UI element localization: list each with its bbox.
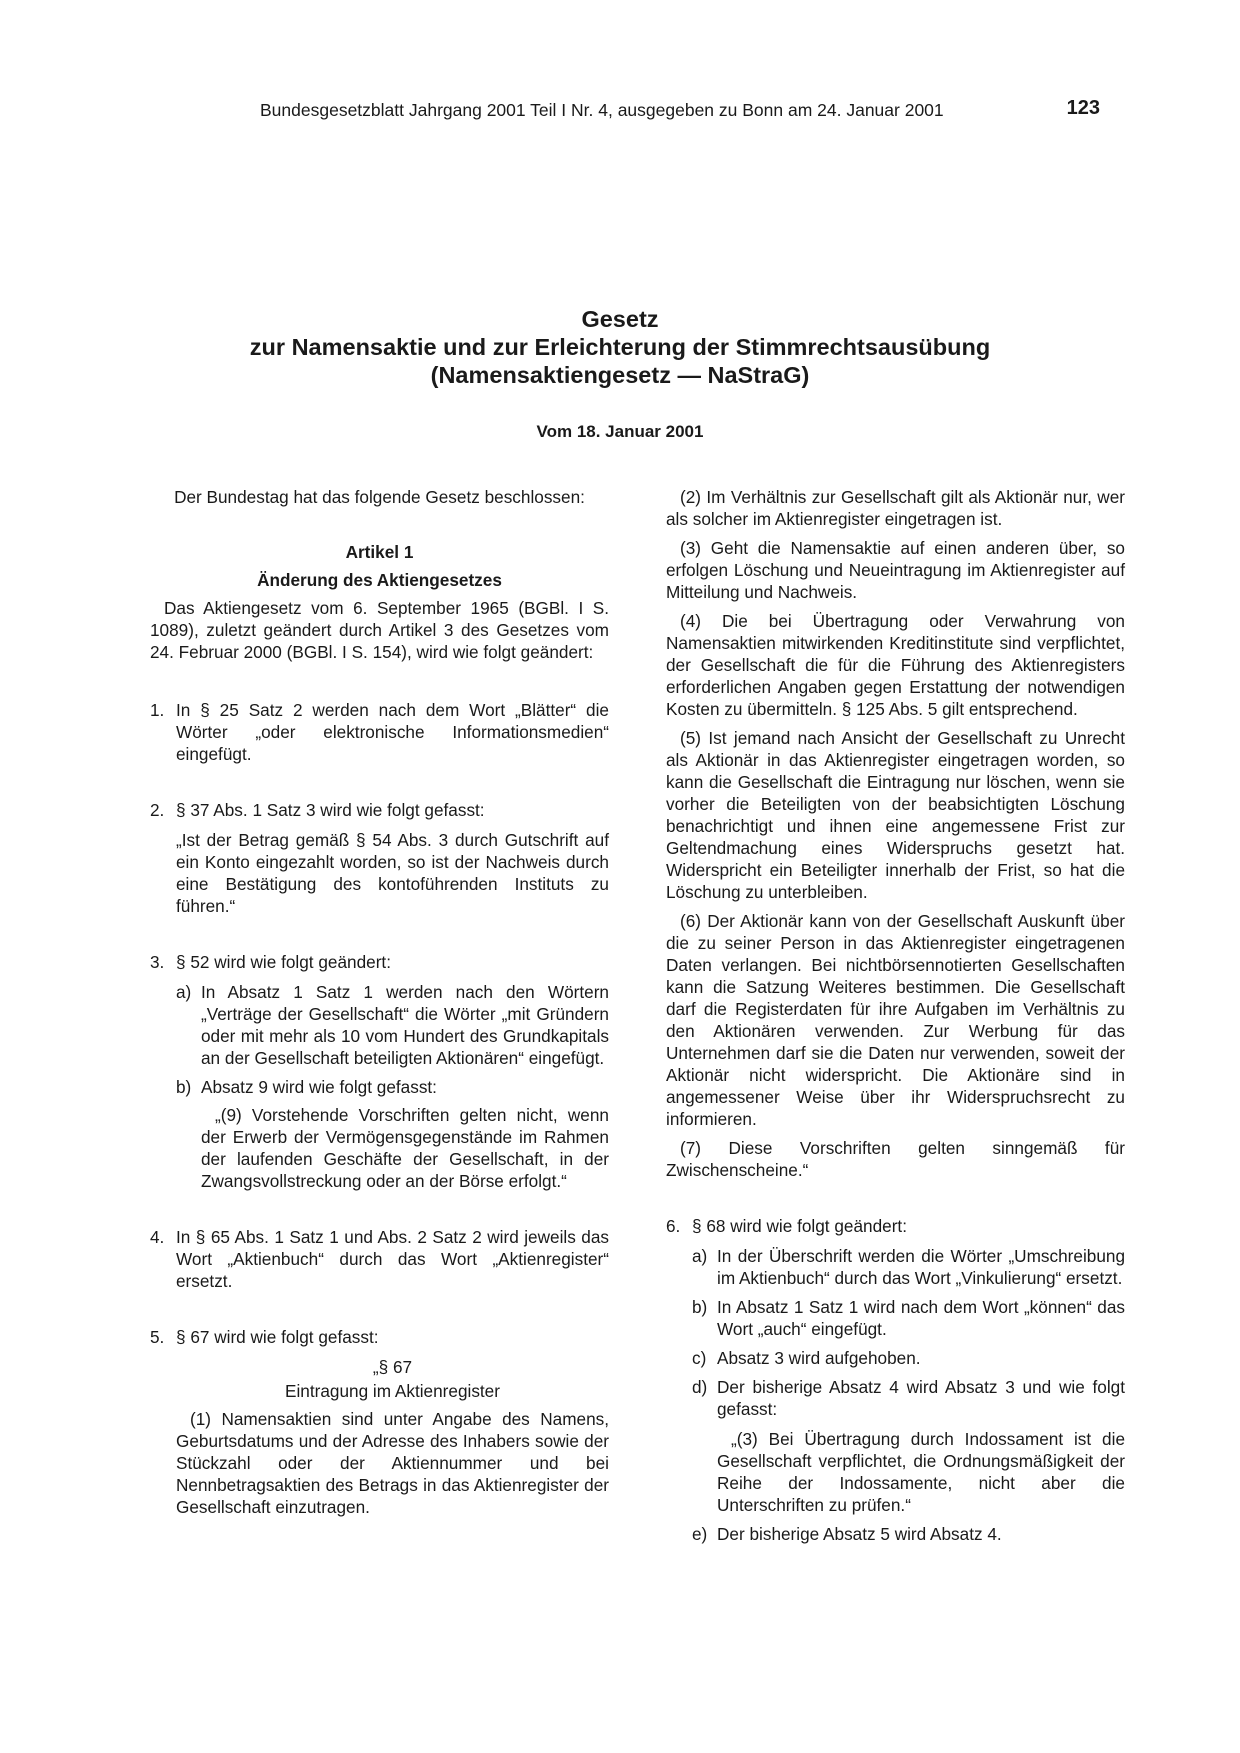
law-title-line-3: (Namensaktiengesetz — NaStraG) (430, 362, 810, 388)
list-item-text: § 52 wird wie folgt geändert: (176, 952, 391, 972)
sub-item-text: Der bisherige Absatz 5 wird Absatz 4. (717, 1524, 1002, 1544)
article-title: Änderung des Aktiengesetzes (257, 570, 502, 590)
paragraph-3: (3) Geht die Namensaktie auf einen anderen über, so erfolgen Löschung und Neueintragung im Aktienregister auf Mitteilung und Nachweis. (666, 538, 1125, 602)
paragraph-2: (2) Im Verhältnis zur Gesellschaft gilt als Aktionär nur, wer als solcher im Aktienregister eingetragen ist. (666, 487, 1125, 529)
list-item-text: In § 25 Satz 2 werden nach dem Wort „Blätter“ die Wörter „oder elektronische Informationsmedien“ eingefügt. (176, 700, 609, 764)
list-item-4 (150, 1226, 609, 1292)
sub-item-label: b) (176, 1077, 192, 1097)
list-item-number: 1. (150, 700, 165, 720)
article-heading: Artikel 1 (345, 542, 414, 562)
quoted-text: „(3) Bei Übertragung durch Indossament ist die Gesellschaft verpflichtet, die Ordnungsmäßigkeit der Reihe der Indossamente, nicht aber die Unterschriften zu prüfen.“ (717, 1429, 1125, 1515)
list-item-text: § 68 wird wie folgt geändert: (692, 1216, 907, 1236)
sub-item-6d (692, 1376, 1125, 1516)
list-item-text: In § 65 Abs. 1 Satz 1 und Abs. 2 Satz 2 wird jeweils das Wort „Aktienbuch“ durch das Wort „Aktienregister“ ersetzt. (176, 1227, 609, 1291)
sub-item-label: a) (692, 1246, 708, 1266)
article-intro: Das Aktiengesetz vom 6. September 1965 (BGBl. I S. 1089), zuletzt geändert durch Artikel 3 des Gesetzes vom 24. Februar 2000 (BGBl. I S. 154), wird wie folgt geändert: (150, 598, 609, 662)
paragraph-5: (5) Ist jemand nach Ansicht der Gesellschaft zu Unrecht als Aktionär in das Aktienregister eingetragen worden, so kann die Gesellschaft die Eintragung nur löschen, wenn sie vorher die Beteiligten von der beabsichtigten Löschung benachrichtigt und ihnen eine angemessene Frist zur Geltendmachung eines Widerspruchs gesetzt hat. Widerspricht ein Beteiligter innerhalb der Frist, so hat die Löschung zu unterbleiben. (666, 728, 1125, 902)
page-number: 123 (1066, 97, 1100, 119)
sub-item-label: d) (692, 1377, 708, 1397)
sub-item-text: In der Überschrift werden die Wörter „Umschreibung im Aktienbuch“ durch das Wort „Vinkulierung“ ersetzt. (717, 1246, 1125, 1288)
list-item-text: § 67 wird wie folgt gefasst: (176, 1327, 379, 1347)
list-item-number: 4. (150, 1227, 165, 1247)
list-item-2 (150, 799, 609, 917)
quoted-text: „(9) Vorstehende Vorschriften gelten nicht, wenn der Erwerb der Vermögensgegenstände im Rahmen der laufenden Geschäfte der Gesellschaft, in der Zwangsvollstreckung oder an der Börse erfolgt.“ (201, 1105, 609, 1191)
sub-item-text: Der bisherige Absatz 4 wird Absatz 3 und wie folgt gefasst: (717, 1377, 1125, 1419)
sub-item-3b (176, 1076, 609, 1192)
list-item-number: 2. (150, 800, 165, 820)
list-item-6 (666, 1215, 1125, 1545)
sub-item-text: In Absatz 1 Satz 1 wird nach dem Wort „können“ das Wort „auch“ eingefügt. (717, 1297, 1125, 1339)
sub-item-6b (692, 1296, 1125, 1340)
list-item-3 (150, 951, 609, 1192)
list-item-1 (150, 699, 609, 765)
sub-item-6a (692, 1245, 1125, 1289)
law-title-line-2: zur Namensaktie und zur Erleichterung der Stimmrechtsausübung (249, 334, 991, 360)
list-item-number: 5. (150, 1327, 165, 1347)
left-column (150, 486, 609, 1518)
right-column (666, 486, 1125, 1545)
paragraph-7: (7) Diese Vorschriften gelten sinngemäß für Zwischenscheine.“ (666, 1138, 1125, 1180)
running-head-text: Bundesgesetzblatt Jahrgang 2001 Teil I Nr. 4, ausgegeben zu Bonn am 24. Januar 2001 (260, 100, 944, 120)
quoted-text: „Ist der Betrag gemäß § 54 Abs. 3 durch Gutschrift auf ein Konto eingezahlt worden, so ist der Nachweis durch eine Bestätigung des kontoführenden Instituts zu führen.“ (176, 830, 609, 916)
law-date: Vom 18. Januar 2001 (536, 422, 704, 441)
sub-item-label: a) (176, 982, 192, 1002)
sub-item-6e (692, 1523, 1125, 1545)
sub-item-text: Absatz 9 wird wie folgt gefasst: (201, 1077, 437, 1097)
list-item-text: § 37 Abs. 1 Satz 3 wird wie folgt gefasst: (176, 800, 485, 820)
sub-item-label: c) (692, 1348, 707, 1368)
list-item-number: 6. (666, 1216, 681, 1236)
law-title-line-1: Gesetz (581, 306, 659, 332)
sub-item-text: Absatz 3 wird aufgehoben. (717, 1348, 921, 1368)
sub-item-label: b) (692, 1297, 708, 1317)
section-title: Eintragung im Aktienregister (285, 1381, 500, 1401)
sub-item-6c (692, 1347, 1125, 1369)
paragraph-6: (6) Der Aktionär kann von der Gesellschaft Auskunft über die zu seiner Person in das Aktienregister eingetragenen Daten verlangen. Bei nichtbörsennotierten Gesellschaften kann die Satzung Weiteres bestimmen. Die Gesellschaft darf die Registerdaten für ihre Aufgaben im Verhältnis zu den Aktionären verwenden. Zur Werbung für das Unternehmen darf sie die Daten nur verwenden, soweit der Aktionär nicht widerspricht. Die Aktionäre sind in angemessener Weise über ihr Widerspruchsrecht zu informieren. (666, 911, 1125, 1129)
law-title-block (140, 305, 1100, 442)
sub-item-3a (176, 981, 609, 1069)
list-item-5 (150, 1326, 609, 1518)
section-number: „§ 67 (372, 1357, 413, 1377)
paragraph-4: (4) Die bei Übertragung oder Verwahrung von Namensaktien mitwirkenden Kreditinstitute sind verpflichtet, der Gesellschaft die für die Führung des Aktienregisters erforderlichen Angaben gegen Erstattung der notwendigen Kosten zu übermitteln. § 125 Abs. 5 gilt entsprechend. (666, 611, 1125, 719)
sub-item-label: e) (692, 1524, 708, 1544)
list-item-number: 3. (150, 952, 165, 972)
paragraph-1: (1) Namensaktien sind unter Angabe des Namens, Geburtsdatums und der Adresse des Inhabers sowie der Stückzahl oder der Aktiennummer und bei Nennbetragsaktien des Betrags in das Aktienregister der Gesellschaft einzutragen. (176, 1409, 609, 1517)
enactment-clause: Der Bundestag hat das folgende Gesetz beschlossen: (174, 487, 585, 507)
sub-item-text: In Absatz 1 Satz 1 werden nach den Wörtern „Verträge der Gesellschaft“ die Wörter „mit Gründern oder mit mehr als 10 vom Hundert des Grundkapitals an der Gesellschaft beteiligten Aktionären“ eingefügt. (201, 982, 609, 1068)
